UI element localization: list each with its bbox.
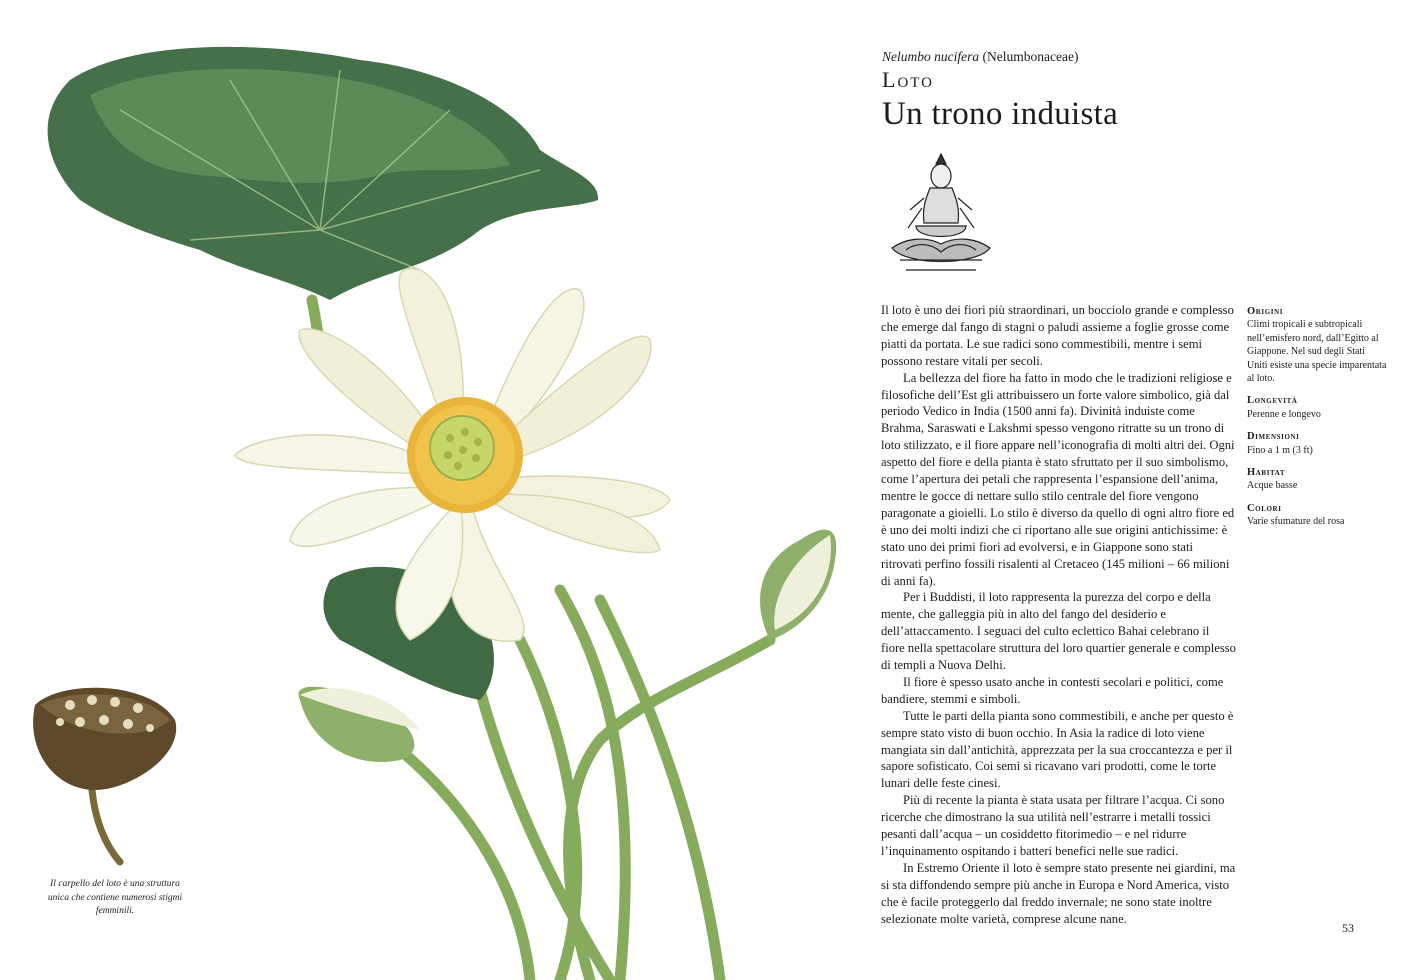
paragraph: Tutte le parti della pianta sono commestibili, e anche per questo è sempre stato visto di buon occhio. In Asia la radice di loto viene mangiata sin dall’antichità, apprezzata per la sua croccantezza e per il sapore sofisticato. Coi semi si ricavano vari prodotti, come le torte lunari delle feste cinesi. bbox=[881, 708, 1234, 791]
paragraph: La bellezza del fiore ha fatto in modo che le tradizioni religiose e filosofiche dell’Est gli attribuissero un forte valore simbolico, già dal periodo Vedico in India (1500 anni fa). Divinità induiste come Brahma, Saraswati e Lakshmi spesso vengono ritratte su un trono di loto stilizzato, e il fiore appare nell’iconografia di molti altri dei. Ogni aspetto del fiore e della pianta è stato sfruttato per il suo simbolismo, come l’apertura dei petali che rappresenta l’espansione dell’anima, mentre le gocce di nettare sullo stilo centrale del fiore vengono paragonate a gioielli. Lo stilo è diverso da quello di ogni altro fiore ed è uno dei molti indizi che ci riportano alle sue origini antichissime: è stato uno dei primi fiori ad evolversi, e in Giappone sono stati ritrovati perfino fossili risalenti al Cretaceo (145 milioni – 66 milioni di anni fa). bbox=[881, 370, 1235, 588]
paragraph: In Estremo Oriente il loto è sempre stato presente nei giardini, ma si sta diffondendo sempre più anche in Europa e Nord America, visto che è facile proteggerlo dal freddo invernale; ne sono state inoltre selezionate molte varietà, comprese alcune nane. bbox=[881, 860, 1236, 926]
fact-habitat bbox=[1247, 466, 1387, 493]
lotus-bud-right bbox=[760, 530, 836, 640]
paragraph: Il loto è uno dei fiori più straordinari, un bocciolo grande e complesso che emerge dal fango di stagni o paludi assieme a foglie grosse come piatti da portata. Le sue radici sono commestibili, mentre i semi possono restare vitali per secoli. bbox=[881, 303, 1234, 368]
article-header bbox=[882, 48, 1237, 134]
deity-lotus-emblem bbox=[886, 148, 996, 280]
lotus-seedpod bbox=[33, 688, 176, 862]
paragraph: Il fiore è spesso usato anche in contesti secolari e politici, come bandiere, stemmi e simboli. bbox=[881, 674, 1224, 706]
paragraph: Più di recente la pianta è stata usata per filtrare l’acqua. Ci sono ricerche che dimostrano la sua utilità nell’estrarre i metalli tossici pesanti dall’acqua – un cosiddetto fitorimedio – e nel ridurre l’inquinamento ospitando i batteri benefici nelle sue radici. bbox=[881, 793, 1225, 858]
page-number: 53 bbox=[1342, 921, 1354, 935]
fact-label: Colori bbox=[1247, 502, 1282, 514]
fact-origins bbox=[1247, 305, 1387, 385]
facts-sidebar bbox=[1247, 305, 1387, 538]
fact-value: Varie sfumature del rosa bbox=[1247, 516, 1345, 528]
lotus-leaf bbox=[48, 47, 598, 300]
fact-colors bbox=[1247, 502, 1387, 529]
latin-name bbox=[882, 48, 1237, 66]
lotus-bud-left bbox=[298, 687, 420, 762]
seedpod-caption: Il carpello del loto è una struttura unica che contiene numerosi stigmi femminili. bbox=[47, 879, 183, 916]
family-name: (Nelumbonaceae) bbox=[979, 49, 1079, 64]
page-title: Un trono induista bbox=[882, 96, 1119, 132]
fact-value: Climi tropicali e subtropicali nell’emisfero nord, dall’Egitto al Giappone. Nel sud degli Stati Uniti esiste una specie imparentata al loto. bbox=[1247, 319, 1387, 385]
article-body bbox=[881, 302, 1236, 928]
lotus-flower bbox=[235, 269, 670, 642]
fact-value: Perenne e longevo bbox=[1247, 408, 1321, 420]
fact-label: Longevità bbox=[1247, 395, 1298, 407]
fact-label: Dimensioni bbox=[1247, 431, 1300, 443]
scientific-name: Nelumbo nucifera bbox=[882, 49, 980, 64]
fact-label: Origini bbox=[1247, 306, 1284, 317]
paragraph: Per i Buddisti, il loto rappresenta la purezza del corpo e della mente, che galleggia più in alto del fango del desiderio e dell’attaccamento. I seguaci del culto eclettico Bahai celebrano il fiore nella spettacolare struttura del loro quartier generale e complesso di templi a Nuova Delhi. bbox=[881, 590, 1236, 673]
fact-value: Fino a 1 m (3 ft) bbox=[1247, 444, 1313, 456]
fact-value: Acque basse bbox=[1247, 480, 1298, 492]
fact-label: Habitat bbox=[1247, 467, 1286, 479]
fact-dimensions bbox=[1247, 430, 1387, 457]
fact-longevity bbox=[1247, 394, 1387, 421]
common-name: Loto bbox=[882, 67, 934, 92]
